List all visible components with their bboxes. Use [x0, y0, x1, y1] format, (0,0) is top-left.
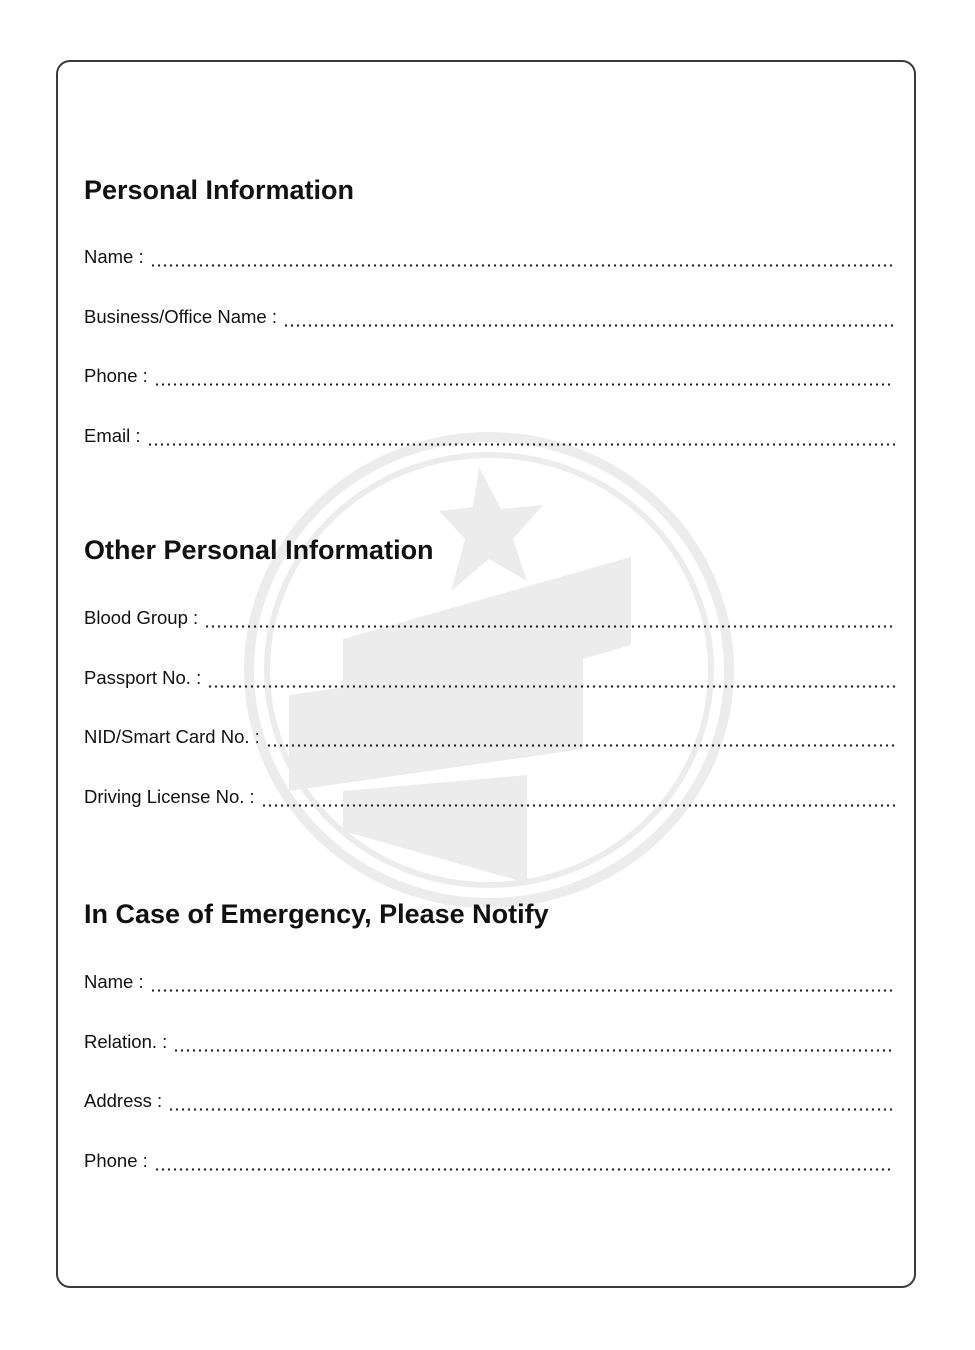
dotted-line[interactable]	[283, 324, 896, 327]
section-title: Personal Information	[84, 175, 355, 205]
dotted-line[interactable]	[154, 383, 892, 386]
dotted-line[interactable]	[154, 1168, 892, 1171]
passport-no-field[interactable]	[84, 667, 896, 691]
blood-group-field[interactable]	[84, 607, 896, 631]
phone-field[interactable]	[84, 365, 892, 389]
dotted-line[interactable]	[204, 625, 896, 628]
field-label: Blood Group :	[84, 607, 199, 628]
emergency-phone-field[interactable]	[84, 1150, 892, 1174]
field-label: NID/Smart Card No. :	[84, 726, 260, 747]
field-label: Phone :	[84, 365, 148, 386]
field-label: Passport No. :	[84, 667, 202, 688]
email-field[interactable]	[84, 425, 896, 449]
field-label: Name :	[84, 246, 144, 267]
relation-field[interactable]	[84, 1031, 892, 1055]
dotted-line[interactable]	[147, 443, 896, 446]
address-field[interactable]	[84, 1090, 892, 1114]
other-personal-information-section	[84, 532, 898, 568]
field-label: Business/Office Name :	[84, 306, 277, 327]
dotted-line[interactable]	[150, 989, 892, 992]
emergency-notify-section	[84, 896, 898, 932]
field-label: Name :	[84, 971, 144, 992]
dotted-line[interactable]	[261, 804, 896, 807]
nid-smart-card-no-field[interactable]	[84, 726, 896, 750]
dotted-line[interactable]	[207, 685, 896, 688]
field-label: Phone :	[84, 1150, 148, 1171]
name-field[interactable]	[84, 246, 892, 270]
driving-license-no-field[interactable]	[84, 786, 896, 810]
dotted-line[interactable]	[266, 744, 896, 747]
business-office-name-field[interactable]	[84, 306, 896, 330]
field-label: Address :	[84, 1090, 163, 1111]
section-title: In Case of Emergency, Please Notify	[84, 899, 549, 929]
field-label: Relation. :	[84, 1031, 168, 1052]
section-title: Other Personal Information	[84, 535, 434, 565]
dotted-line[interactable]	[168, 1108, 892, 1111]
field-label: Email :	[84, 425, 141, 446]
dotted-line[interactable]	[173, 1049, 892, 1052]
field-label: Driving License No. :	[84, 786, 255, 807]
dotted-line[interactable]	[150, 264, 892, 267]
personal-information-section	[84, 172, 898, 208]
emergency-name-field[interactable]	[84, 971, 892, 995]
